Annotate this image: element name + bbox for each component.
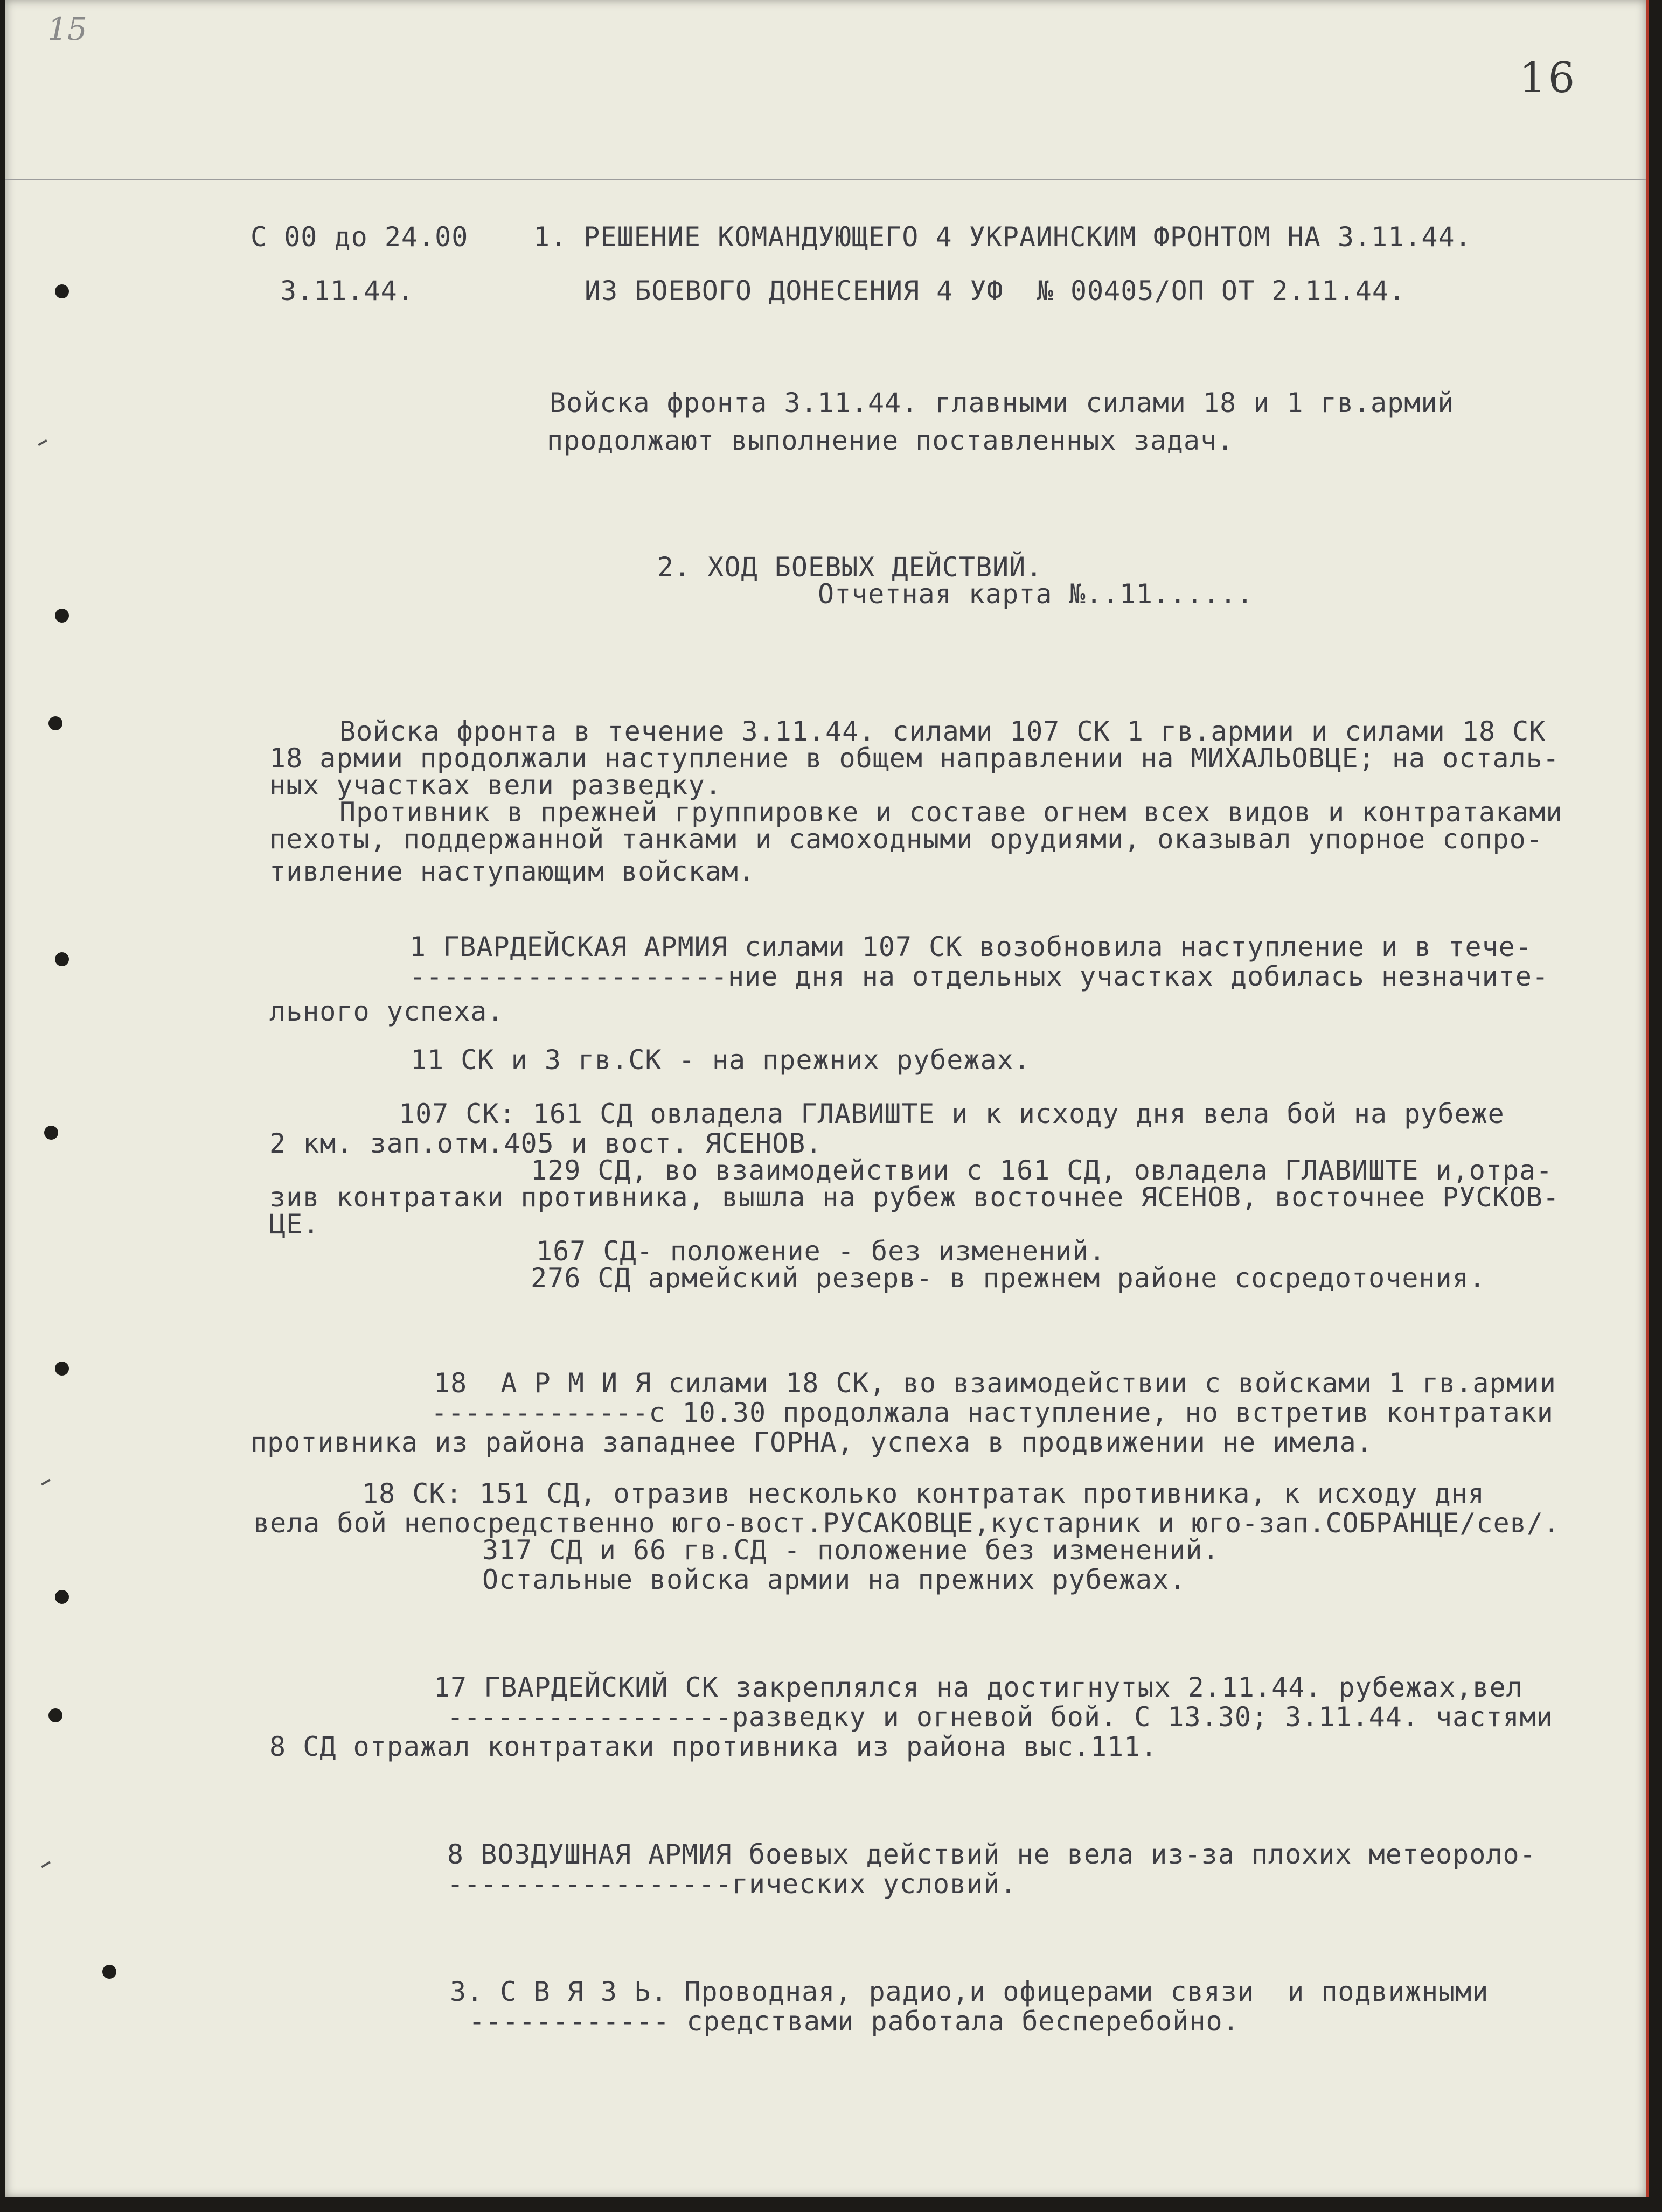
section1-source: ИЗ БОЕВОГО ДОНЕСЕНИЯ 4 УФ № 00405/ОП ОТ 2.11.44. — [585, 275, 1406, 306]
binder-hole — [48, 716, 62, 730]
section2-title: 2. ХОД БОЕВЫХ ДЕЙСТВИЙ. — [657, 552, 1043, 583]
front-paragraph-line: ных участках вели разведку. — [269, 770, 722, 801]
army-18-line: 317 СД и 66 гв.СД - положение без изменений. — [482, 1534, 1220, 1566]
guards-army-1-line: 1 ГВАРДЕЙСКАЯ АРМИЯ силами 107 СК возобновила наступление и в тече- — [409, 931, 1532, 962]
guards-army-1-line: 129 СД, во взаимодействии с 161 СД, овладела ГЛАВИШТЕ и,отра- — [531, 1155, 1553, 1186]
guards-army-1-line: зив контратаки противника, вышла на рубеж восточнее ЯСЕНОВ, восточнее РУСКОВ- — [269, 1182, 1560, 1213]
corner-annotation: 15 — [47, 11, 87, 47]
guards-army-1-line: ЦЕ. — [269, 1209, 320, 1240]
guards-army-1-line: льного успеха. — [269, 996, 504, 1027]
binder-hole — [48, 1708, 62, 1722]
guards-army-1-line: -------------------ние дня на отдельных участках добилась незначите- — [409, 961, 1549, 992]
army-18-line: противника из района западнее ГОРНА, успеха в продвижении не имела. — [251, 1427, 1373, 1458]
section1-title: 1. РЕШЕНИЕ КОМАНДУЮЩЕГО 4 УКРАИНСКИМ ФРОНТОМ НА 3.11.44. — [533, 221, 1472, 253]
binder-hole — [44, 1126, 58, 1140]
army-18-line: вела бой непосредственно юго-вост.РУСАКОВЦЕ,кустарник и юго-зап.СОБРАНЦЕ/сев/. — [253, 1508, 1560, 1539]
army-18-line: 18 А Р М И Я силами 18 СК, во взаимодействии с войсками 1 гв.армии — [434, 1367, 1556, 1399]
guards-army-1-line: 167 СД- положение - без изменений. — [536, 1236, 1106, 1267]
army-18-line: Остальные войска армии на прежних рубежах. — [482, 1564, 1186, 1595]
guards-army-1-line: 276 СД армейский резерв- в прежнем районе сосредоточения. — [531, 1262, 1486, 1294]
binder-hole — [55, 1590, 69, 1604]
air-army-8-line: -----------------гических условий. — [447, 1868, 1017, 1900]
air-army-8-line: 8 ВОЗДУШНАЯ АРМИЯ боевых действий не вела из-за плохих метеороло- — [447, 1839, 1536, 1870]
guards-corps-17-line: 8 СД отражал контратаки противника из района выс.111. — [269, 1731, 1158, 1762]
margin-tick — [38, 439, 47, 446]
binder-hole — [55, 952, 69, 966]
margin-tick — [41, 1861, 51, 1868]
front-paragraph-line: Войска фронта в течение 3.11.44. силами 107 СК 1 гв.армии и силами 18 СК — [339, 716, 1546, 747]
report-date: 3.11.44. — [280, 275, 414, 306]
page-number: 16 — [1519, 54, 1577, 102]
front-paragraph-line: Противник в прежней группировке и составе огнем всех видов и контратаками — [339, 797, 1563, 828]
communications-line: 3. С В Я З Ь. Проводная, радио,и офицерами связи и подвижными — [450, 1976, 1489, 2007]
document-page — [5, 0, 1649, 2197]
decision-line: Войска фронта 3.11.44. главными силами 18 и 1 гв.армий — [550, 387, 1455, 418]
margin-tick — [41, 1479, 51, 1485]
binder-hole — [55, 284, 69, 298]
army-18-line: -------------с 10.30 продолжала наступление, но встретив контратаки — [431, 1397, 1554, 1428]
communications-line: ------------ средствами работала бесперебойно. — [469, 2006, 1240, 2037]
time-range: С 00 до 24.00 — [251, 221, 469, 253]
front-paragraph-line: 18 армии продолжали наступление в общем направлении на МИХАЛЬОВЦЕ; на осталь- — [269, 743, 1560, 774]
guards-corps-17-line: -----------------разведку и огневой бой. С 13.30; 3.11.44. частями — [447, 1701, 1553, 1733]
binder-hole — [55, 609, 69, 623]
binder-hole — [102, 1965, 116, 1979]
guards-army-1-line: 107 СК: 161 СД овладела ГЛАВИШТЕ и к исходу дня вела бой на рубеже — [399, 1098, 1505, 1129]
army-18-line: 18 СК: 151 СД, отразив несколько контратак противника, к исходу дня — [362, 1478, 1485, 1509]
decision-line: продолжают выполнение поставленных задач. — [547, 425, 1234, 456]
binder-hole — [55, 1362, 69, 1376]
guards-corps-17-line: 17 ГВАРДЕЙСКИЙ СК закреплялся на достигнутых 2.11.44. рубежах,вел — [434, 1672, 1523, 1703]
front-paragraph-line: тивление наступающим войскам. — [269, 856, 755, 887]
guards-army-1-line: 2 км. зап.отм.405 и вост. ЯСЕНОВ. — [269, 1128, 823, 1159]
guards-army-1-line: 11 СК и 3 гв.СК - на прежних рубежах. — [411, 1044, 1031, 1076]
map-reference: Отчетная карта №..11...... — [818, 578, 1254, 610]
header-rule — [5, 179, 1646, 180]
front-paragraph-line: пехоты, поддержанной танками и самоходными орудиями, оказывал упорное сопро- — [269, 824, 1543, 855]
